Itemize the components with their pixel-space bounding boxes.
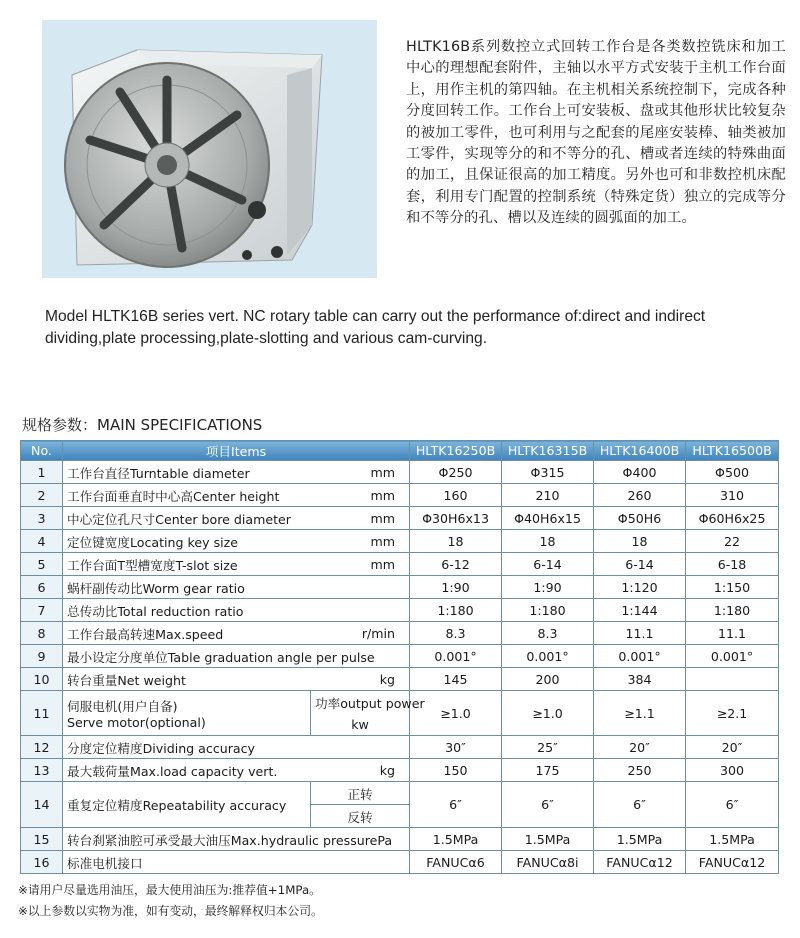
header-no: No. xyxy=(21,441,63,461)
row-value: 145 xyxy=(410,668,502,691)
row-value: 22 xyxy=(686,530,779,553)
row-unit xyxy=(311,736,410,759)
row-value: Φ30H6x13 xyxy=(410,507,502,530)
row-value: 1.5MPa xyxy=(686,828,779,851)
row-value: ≥1.1 xyxy=(594,691,686,736)
row-value: Φ500 xyxy=(686,461,779,484)
row-unit: kg xyxy=(311,668,410,691)
reverse-rotation-label: 反转 xyxy=(311,805,410,828)
row-unit: kg xyxy=(311,759,410,782)
row-unit: r/min xyxy=(311,622,410,645)
row-value: 0.001° xyxy=(686,645,779,668)
row-value: 20″ xyxy=(594,736,686,759)
row-number: 11 xyxy=(21,691,63,736)
row-value: Φ60H6x25 xyxy=(686,507,779,530)
table-row xyxy=(21,668,779,691)
header-model-1: HLTK16250B xyxy=(410,441,502,461)
row-number: 13 xyxy=(21,759,63,782)
row-value: 6-14 xyxy=(502,553,594,576)
row-item: 工作台最高转速Max.speed xyxy=(63,622,311,645)
row-number: 2 xyxy=(21,484,63,507)
row-value: 160 xyxy=(410,484,502,507)
row-number: 7 xyxy=(21,599,63,622)
row-value: 150 xyxy=(410,759,502,782)
row-unit: mm xyxy=(311,553,410,576)
specifications-title: 规格参数：MAIN SPECIFICATIONS xyxy=(22,416,263,434)
row-value: 200 xyxy=(502,668,594,691)
row-value: 6″ xyxy=(410,782,502,828)
row-value: ≥1.0 xyxy=(502,691,594,736)
row-value: 260 xyxy=(594,484,686,507)
row-value: 8.3 xyxy=(502,622,594,645)
header-items: 项目Items xyxy=(63,441,410,461)
row-value: 6″ xyxy=(686,782,779,828)
footnotes xyxy=(18,880,778,922)
row-number: 1 xyxy=(21,461,63,484)
row-value: FANUCα6 xyxy=(410,851,502,874)
product-photo xyxy=(42,20,377,278)
table-row xyxy=(21,645,779,668)
row-number: 12 xyxy=(21,736,63,759)
table-row xyxy=(21,599,779,622)
row-item: 中心定位孔尺寸Center bore diameter xyxy=(63,507,311,530)
specifications-table xyxy=(20,440,779,874)
row-item: 工作台面T型槽宽度T-slot size xyxy=(63,553,311,576)
row-value: FANUCα8i xyxy=(502,851,594,874)
row-value: 1:90 xyxy=(410,576,502,599)
row-item: 定位键宽度Locating key size xyxy=(63,530,311,553)
row-value: ≥1.0 xyxy=(410,691,502,736)
row-item: 最大载荷量Max.load capacity vert. xyxy=(63,759,311,782)
row-value: 310 xyxy=(686,484,779,507)
table-row xyxy=(21,828,779,851)
row-value: 1:144 xyxy=(594,599,686,622)
row-value: 6-12 xyxy=(410,553,502,576)
english-description: Model HLTK16B series vert. NC rotary table can carry out the performance of:direct and indirect dividing,plate processing,plate-slotting and various cam-curving. xyxy=(45,308,706,347)
row-value: 0.001° xyxy=(502,645,594,668)
chinese-intro-paragraph: HLTK16B系列数控立式回转工作台是各类数控铣床和加工中心的理想配套附件，主轴以水平方式安装于主机工作台面上，用作主机的第四轴。在主机相关系统控制下，完成各种分度回转工作。工作台上可安装板、盘或其他形状比较复杂的被加工零件，也可利用与之配套的尾座安装棒、轴类被加工零件，实现等分的和不等分的孔、槽或者连续的特殊曲面的加工，且保证很高的加工精度。另外也可和非数控机床配套，利用专门配置的控制系统（特殊定货）独立的完成等分和不等分的孔、槽以及连续的圆弧面的加工。 xyxy=(406,39,786,227)
row-value: 1:180 xyxy=(686,599,779,622)
row-number: 6 xyxy=(21,576,63,599)
row-unit: mm xyxy=(311,530,410,553)
row-number: 4 xyxy=(21,530,63,553)
row-value: 18 xyxy=(502,530,594,553)
row-unit xyxy=(311,851,410,874)
row-item: 分度定位精度Dividing accuracy xyxy=(63,736,311,759)
row-value: 210 xyxy=(502,484,594,507)
servo-sub-unit: kw xyxy=(311,713,410,736)
rotary-table-illustration xyxy=(42,20,377,278)
row-unit xyxy=(311,576,410,599)
row-value xyxy=(686,668,779,691)
row-value: 250 xyxy=(594,759,686,782)
row-value: FANUCα12 xyxy=(686,851,779,874)
footnote-1: ※请用户尽量选用油压，最大使用油压为:推荐值+1MPa。 xyxy=(18,883,321,897)
row-item: 最小设定分度单位Table graduation angle per pulse xyxy=(63,645,311,668)
header-model-2: HLTK16315B xyxy=(502,441,594,461)
row-item: 蜗杆副传动比Worm gear ratio xyxy=(63,576,311,599)
row-item: 总传动比Total reduction ratio xyxy=(63,599,311,622)
row-item: 工作台直径Turntable diameter xyxy=(63,461,311,484)
row-value: 6-18 xyxy=(686,553,779,576)
row-value: Φ40H6x15 xyxy=(502,507,594,530)
row-value: 1:120 xyxy=(594,576,686,599)
table-row xyxy=(21,759,779,782)
row-value: 11.1 xyxy=(686,622,779,645)
table-row xyxy=(21,782,779,805)
forward-rotation-label: 正转 xyxy=(311,782,410,805)
row-value: 6-14 xyxy=(594,553,686,576)
table-row xyxy=(21,553,779,576)
row-value: 1:90 xyxy=(502,576,594,599)
table-header-row xyxy=(21,441,779,461)
table-row xyxy=(21,507,779,530)
row-number: 10 xyxy=(21,668,63,691)
row-value: 0.001° xyxy=(410,645,502,668)
row-number: 14 xyxy=(21,782,63,828)
table-row xyxy=(21,736,779,759)
row-item: 工作台面垂直时中心高Center height xyxy=(63,484,311,507)
servo-sub-label: 功率output power xyxy=(311,691,410,714)
header-model-3: HLTK16400B xyxy=(594,441,686,461)
row-value: 11.1 xyxy=(594,622,686,645)
row-value: 6″ xyxy=(594,782,686,828)
row-value: 1.5MPa xyxy=(410,828,502,851)
row-value: Φ400 xyxy=(594,461,686,484)
table-row xyxy=(21,622,779,645)
row-value: 6″ xyxy=(502,782,594,828)
row-item: 标准电机接口 xyxy=(63,851,311,874)
row-number: 5 xyxy=(21,553,63,576)
row-unit: mm xyxy=(311,484,410,507)
table-row xyxy=(21,530,779,553)
row-value: Φ315 xyxy=(502,461,594,484)
row-number: 9 xyxy=(21,645,63,668)
row-value: 18 xyxy=(594,530,686,553)
row-number: 8 xyxy=(21,622,63,645)
row-item xyxy=(63,691,311,736)
table-row xyxy=(21,484,779,507)
row-number: 15 xyxy=(21,828,63,851)
row-value: 1.5MPa xyxy=(502,828,594,851)
table-row xyxy=(21,461,779,484)
row-value: 25″ xyxy=(502,736,594,759)
row-value: 384 xyxy=(594,668,686,691)
row-value: ≥2.1 xyxy=(686,691,779,736)
servo-label-en: Serve motor(optional) xyxy=(67,715,206,730)
row-item: 重复定位精度Repeatability accuracy xyxy=(63,782,311,828)
row-unit: mm xyxy=(311,507,410,530)
table-row xyxy=(21,851,779,874)
row-value: 30″ xyxy=(410,736,502,759)
row-value: Φ250 xyxy=(410,461,502,484)
servo-label-cn: 伺服电机(用户自备) xyxy=(67,699,178,714)
row-unit: mm xyxy=(311,461,410,484)
footnote-2: ※以上参数以实物为准，如有变动，最终解释权归本公司。 xyxy=(18,904,323,918)
row-value: 300 xyxy=(686,759,779,782)
row-value: 1:150 xyxy=(686,576,779,599)
row-value: Φ50H6 xyxy=(594,507,686,530)
row-value: 175 xyxy=(502,759,594,782)
row-value: 8.3 xyxy=(410,622,502,645)
row-value: 1:180 xyxy=(410,599,502,622)
header-model-4: HLTK16500B xyxy=(686,441,779,461)
row-item: 转台重量Net weight xyxy=(63,668,311,691)
row-value: 1.5MPa xyxy=(594,828,686,851)
table-row xyxy=(21,691,779,714)
row-number: 3 xyxy=(21,507,63,530)
row-value: FANUCα12 xyxy=(594,851,686,874)
row-unit xyxy=(311,599,410,622)
table-row xyxy=(21,576,779,599)
row-value: 1:180 xyxy=(502,599,594,622)
row-value: 0.001° xyxy=(594,645,686,668)
row-value: 18 xyxy=(410,530,502,553)
row-item: 转台刹紧油腔可承受最大油压Max.hydraulic pressurePa xyxy=(63,828,311,851)
row-value: 20″ xyxy=(686,736,779,759)
row-number: 16 xyxy=(21,851,63,874)
